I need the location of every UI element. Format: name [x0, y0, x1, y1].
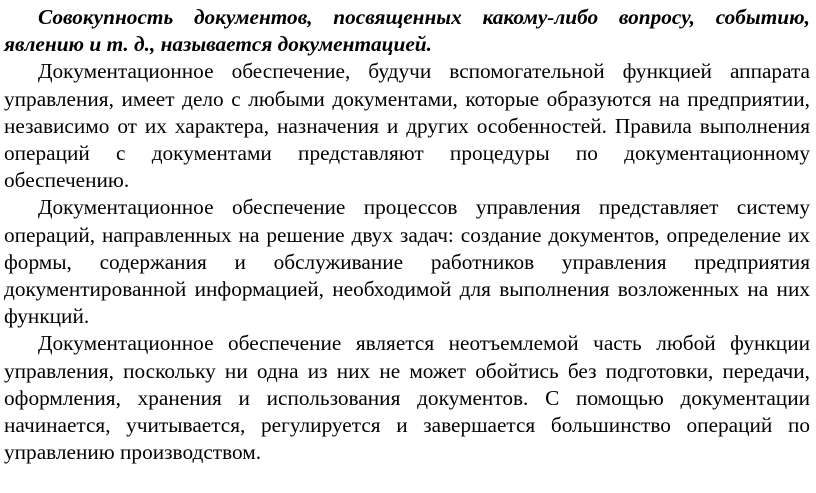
- definition-paragraph: Совокупность документов, посвященных какому-либо вопросу, событию, явлению и т. д., называется документацией.: [4, 5, 810, 57]
- body-paragraph-3: Документационное обеспечение является неотъемлемой часть любой функции управления, поскольку ни одна из них не может обойтись без подготовки, передачи, оформления, хранения и использования документов. С помощью документации начинается, учитывается, регулируется и завершается большинство операций по управлению производством.: [4, 331, 810, 465]
- body-paragraph-2: Документационное обеспечение процессов управления представляет систему операций, направленных на решение двух задач: создание документов, определение их формы, содержания и обслуживание работников управления предприятия документированной информацией, необходимой для выполнения возложенных на них функций.: [4, 195, 810, 329]
- body-paragraph-1: Документационное обеспечение, будучи вспомогательной функцией аппарата управления, имеет дело с любыми документами, которые образуются на предприятии, независимо от их характера, назначения и других особенностей. Правила выполнения операций с документами представляют процедуры по документационному обеспечению.: [4, 59, 810, 193]
